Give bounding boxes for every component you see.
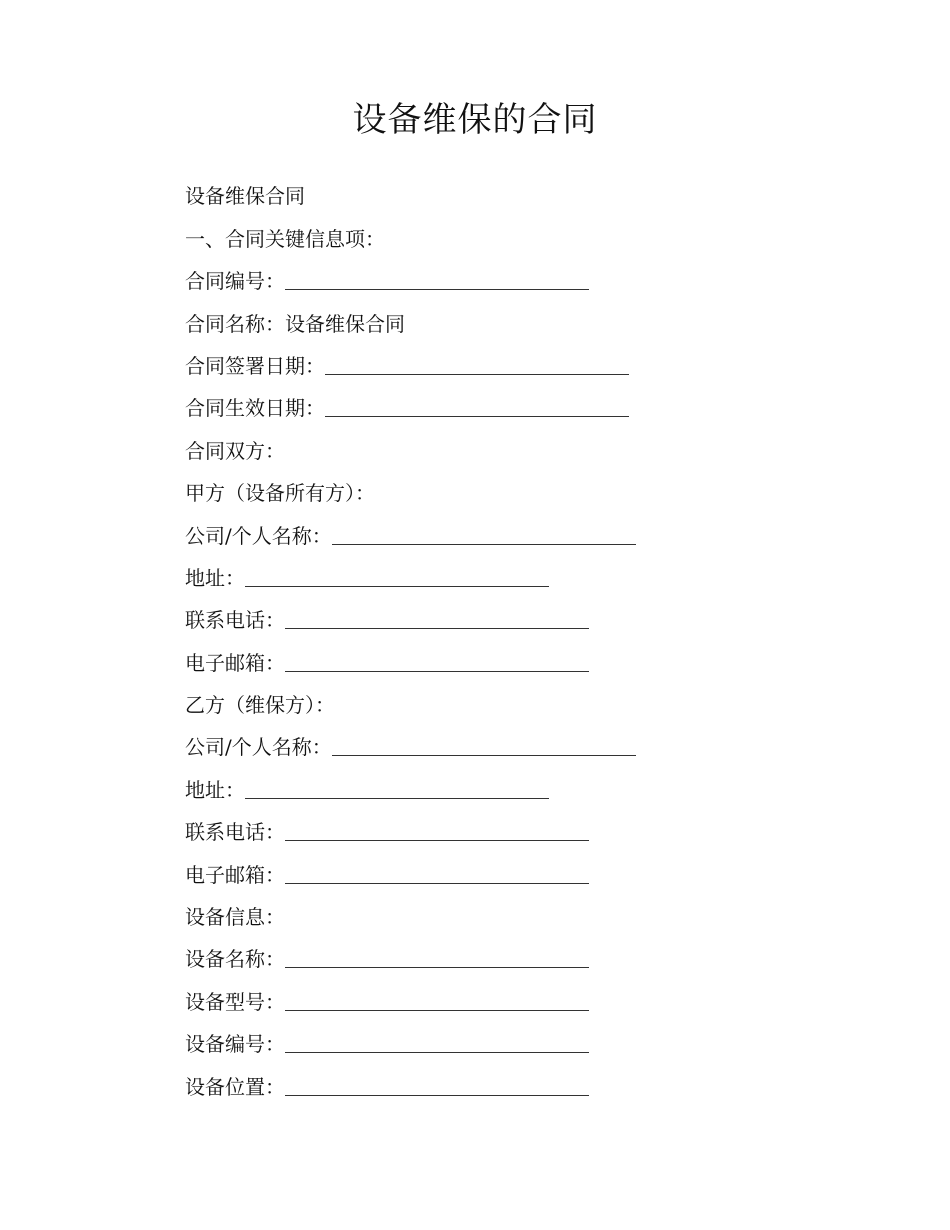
- field-label: 合同签署日期：: [185, 353, 325, 378]
- field-label: 地址：: [185, 777, 245, 802]
- fill-in-blank[interactable]: [285, 651, 589, 672]
- field-signing-date: [185, 341, 805, 383]
- field-label: 电子邮箱：: [185, 650, 285, 675]
- field-label: 设备名称：: [185, 947, 285, 972]
- contract-lines: [185, 171, 805, 1104]
- field-contract-number: [185, 256, 805, 298]
- fill-in-blank[interactable]: [245, 778, 549, 799]
- fill-in-blank[interactable]: [332, 735, 636, 756]
- section-heading-parties: [185, 425, 805, 467]
- fill-in-blank[interactable]: [325, 396, 629, 417]
- line-label: 设备维保合同: [185, 184, 305, 209]
- field-contract-name: [185, 298, 805, 340]
- doc-heading-line: [185, 171, 805, 213]
- party-a-heading: [185, 468, 805, 510]
- field-label: 电子邮箱：: [185, 862, 285, 887]
- fill-in-blank[interactable]: [245, 566, 549, 587]
- fill-in-blank[interactable]: [285, 820, 589, 841]
- line-label: 一、合同关键信息项：: [185, 226, 385, 251]
- section-heading-equipment: [185, 892, 805, 934]
- field-equipment-name: [185, 934, 805, 976]
- line-label: 甲方（设备所有方）：: [185, 481, 375, 506]
- fill-in-blank[interactable]: [332, 524, 636, 545]
- field-label: 地址：: [185, 565, 245, 590]
- field-label: 联系电话：: [185, 820, 285, 845]
- field-party-b-phone: [185, 807, 805, 849]
- field-label: 合同编号：: [185, 269, 285, 294]
- field-equipment-model: [185, 976, 805, 1018]
- field-label: 公司/个人名称：: [185, 523, 332, 548]
- field-party-a-address: [185, 553, 805, 595]
- line-label: 设备信息：: [185, 905, 285, 930]
- field-equipment-location: [185, 1061, 805, 1103]
- fill-in-blank[interactable]: [285, 1075, 589, 1096]
- fill-in-blank[interactable]: [285, 269, 589, 290]
- field-party-b-name: [185, 722, 805, 764]
- field-label: 设备位置：: [185, 1074, 285, 1099]
- field-party-a-name: [185, 510, 805, 552]
- fill-in-blank[interactable]: [285, 990, 589, 1011]
- field-label: 设备编号：: [185, 1032, 285, 1057]
- field-label: 公司/个人名称：: [185, 735, 332, 760]
- field-label: 合同生效日期：: [185, 396, 325, 421]
- field-party-b-email: [185, 849, 805, 891]
- section-heading-key-info: [185, 213, 805, 255]
- field-equipment-number: [185, 1019, 805, 1061]
- field-party-a-phone: [185, 595, 805, 637]
- field-label: 设备型号：: [185, 989, 285, 1014]
- field-party-b-address: [185, 764, 805, 806]
- fill-in-blank[interactable]: [285, 947, 589, 968]
- field-value: 设备维保合同: [285, 311, 405, 336]
- party-b-heading: [185, 680, 805, 722]
- line-label: 乙方（维保方）：: [185, 693, 335, 718]
- fill-in-blank[interactable]: [285, 863, 589, 884]
- field-effective-date: [185, 383, 805, 425]
- fill-in-blank[interactable]: [285, 1032, 589, 1053]
- field-label: 合同名称：: [185, 311, 285, 336]
- fill-in-blank[interactable]: [325, 354, 629, 375]
- fill-in-blank[interactable]: [285, 608, 589, 629]
- field-label: 联系电话：: [185, 608, 285, 633]
- document-title: 设备维保的合同: [352, 100, 598, 140]
- line-label: 合同双方：: [185, 438, 285, 463]
- field-party-a-email: [185, 637, 805, 679]
